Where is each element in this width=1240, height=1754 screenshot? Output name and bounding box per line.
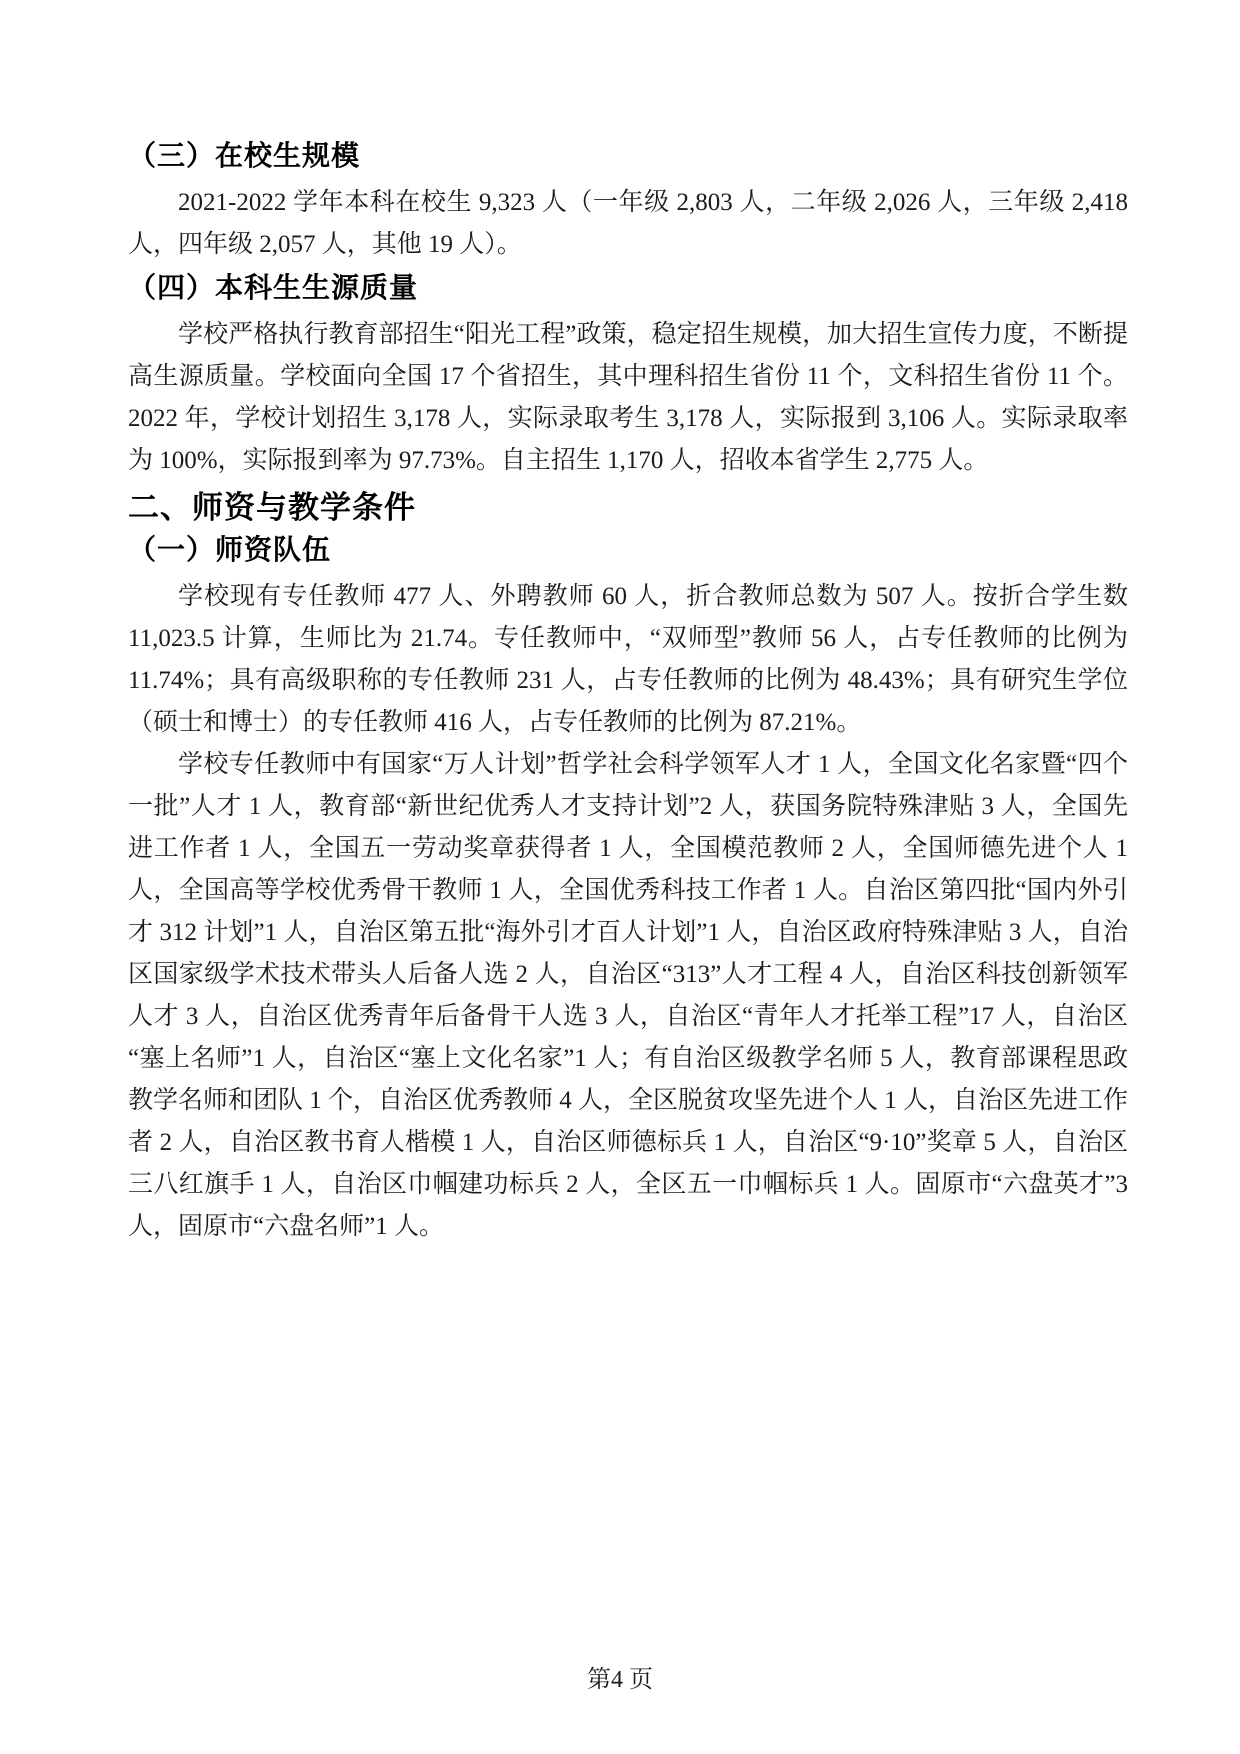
paragraph-faculty-honors: 学校专任教师中有国家“万人计划”哲学社会科学领军人才 1 人，全国文化名家暨“四个一批”人才 1 人，教育部“新世纪优秀人才支持计划”2 人，获国务院特殊津贴 3 人，全国先进工作者 1 人，全国五一劳动奖章获得者 1 人，全国模范教师 2 人，全国师德先进个人 1 人，全国高等学校优秀骨干教师 1 人，全国优秀科技工作者 1 人。自治区第四批“国内外引才 312 计划”1 人，自治区第五批“海外引才百人计划”1 人，自治区政府特殊津贴 3 人，自治区国家级学术技术带头人后备人选 2 人，自治区“313”人才工程 4 人，自治区科技创新领军人才 3 人，自治区优秀青年后备骨干人选 3 人，自治区“青年人才托举工程”17 人，自治区“塞上名师”1 人，自治区“塞上文化名家”1 人；有自治区级教学名师 5 人，教育部课程思政教学名师和团队 1 个，自治区优秀教师 4 人，全区脱贫攻坚先进个人 1 人，自治区先进工作者 2 人，自治区教书育人楷模 1 人，自治区师德标兵 1 人，自治区“9·10”奖章 5 人，自治区三八红旗手 1 人，自治区巾帼建功标兵 2 人，全区五一巾帼标兵 1 人。固原市“六盘英才”3 人，固原市“六盘名师”1 人。 [128, 751, 1129, 1240]
paragraph-enrollment-scale: 2021-2022 学年本科在校生 9,323 人（一年级 2,803 人，二年级 2,026 人，三年级 2,418 人，四年级 2,057 人，其他 19 人）。 [128, 189, 1128, 258]
section-heading-enrollment-scale: （三）在校生规模 [128, 140, 361, 171]
paragraph-student-source-quality: 学校严格执行教育部招生“阳光工程”政策，稳定招生规模，加大招生宣传力度，不断提高生源质量。学校面向全国 17 个省招生，其中理科招生省份 11 个，文科招生省份 11 个。2022 年，学校计划招生 3,178 人，实际录取考生 3,178 人，实际报到 3,106 人。实际录取率为 100%，实际报到率为 97.73%。自主招生 1,170 人，招收本省学生 2,775 人。 [128, 321, 1128, 474]
section-heading-faculty-team: （一）师资队伍 [128, 534, 332, 565]
section-heading-student-source-quality: （四）本科生生源质量 [128, 272, 419, 303]
page-number: 第4 页 [587, 1667, 653, 1693]
paragraph-faculty-statistics: 学校现有专任教师 477 人、外聘教师 60 人，折合教师总数为 507 人。按折合学生数 11,023.5 计算，生师比为 21.74。专任教师中，“双师型”教师 56 人，占专任教师的比例为 11.74%；具有高级职称的专任教师 231 人，占专任教师的比例为 48.43%；具有研究生学位（硕士和博士）的专任教师 416 人，占专任教师的比例为 87.21%。 [128, 583, 1128, 736]
chapter-heading-faculty-and-teaching-conditions: 二、师资与教学条件 [128, 490, 416, 525]
